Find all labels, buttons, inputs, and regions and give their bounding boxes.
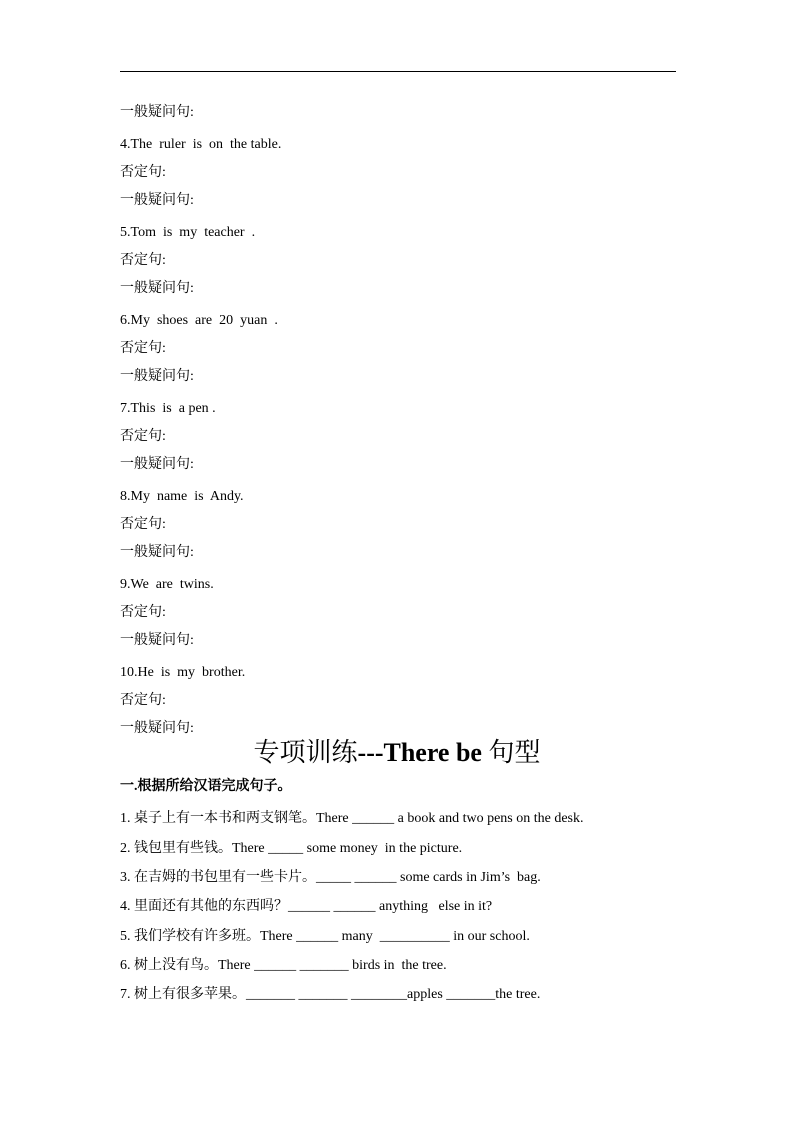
title-part-3: 句型 [488, 738, 541, 767]
negative-prompt: 否定句: [120, 693, 166, 708]
sentence-item: 4.The ruler is on the table. [120, 137, 282, 152]
question-prompt: 一般疑问句: [120, 193, 194, 208]
question-prompt: 一般疑问句: [120, 721, 194, 736]
sentence-item: 6.My shoes are 20 yuan . [120, 313, 278, 328]
question-prompt: 一般疑问句: [120, 633, 194, 648]
negative-prompt: 否定句: [120, 253, 166, 268]
question-prompt: 一般疑问句: [120, 369, 194, 384]
exercise-item: 1. 桌子上有一本书和两支钢笔。There ______ a book and two pens on the desk. [120, 811, 584, 826]
sentence-item: 10.He is my brother. [120, 665, 246, 680]
negative-prompt: 否定句: [120, 165, 166, 180]
negative-prompt: 否定句: [120, 605, 166, 620]
negative-prompt: 否定句: [120, 341, 166, 356]
exercise-item: 7. 树上有很多苹果。_______ _______ ________apples _______the tree. [120, 987, 541, 1002]
exercise-item: 6. 树上没有鸟。There ______ _______ birds in the tree. [120, 958, 447, 973]
title-part-2: ---There be [357, 738, 489, 767]
header-rule [120, 71, 676, 72]
exercise-item: 4. 里面还有其他的东西吗？______ ______ anything else in it? [120, 899, 493, 914]
section-heading: 一.根据所给汉语完成句子。 [120, 779, 292, 794]
question-prompt: 一般疑问句: [120, 545, 194, 560]
question-prompt: 一般疑问句: [120, 281, 194, 296]
title-part-1: 专项训练 [253, 738, 358, 767]
question-prompt: 一般疑问句: [120, 105, 194, 120]
sentence-item: 5.Tom is my teacher . [120, 225, 256, 240]
exercise-item: 2. 钱包里有些钱。There _____ some money in the picture. [120, 841, 463, 856]
question-prompt: 一般疑问句: [120, 457, 194, 472]
exercise-item: 5. 我们学校有许多班。There ______ many __________ in our school. [120, 929, 530, 944]
negative-prompt: 否定句: [120, 517, 166, 532]
sentence-item: 7.This is a pen . [120, 401, 216, 416]
page-title [0, 733, 794, 773]
sentence-item: 9.We are twins. [120, 577, 214, 592]
exercise-item: 3. 在吉姆的书包里有一些卡片。_____ ______ some cards in Jim’s bag. [120, 870, 541, 885]
negative-prompt: 否定句: [120, 429, 166, 444]
sentence-item: 8.My name is Andy. [120, 489, 244, 504]
